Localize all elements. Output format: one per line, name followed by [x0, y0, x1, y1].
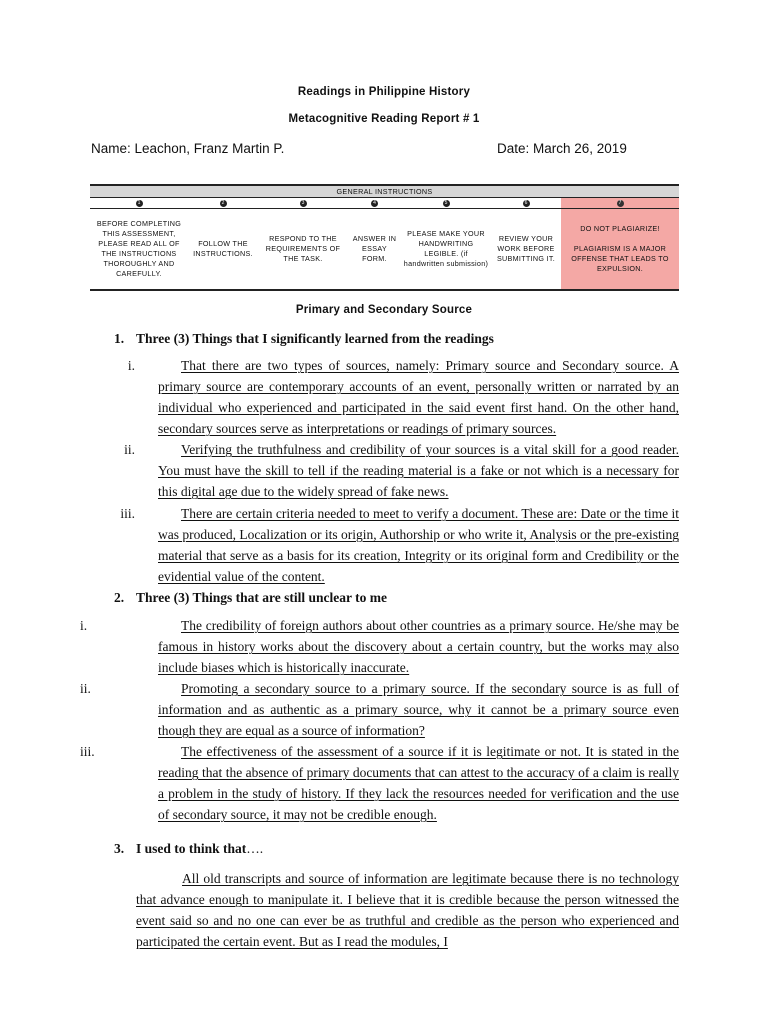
instructions-header-row	[90, 185, 679, 198]
plagiarism-warning-body: PLAGIARISM IS A MAJOR OFFENSE THAT LEADS TO EXPULSION.	[571, 244, 669, 273]
instruction-2: FOLLOW THE INSTRUCTIONS.	[193, 239, 253, 258]
instruction-number-4: 4	[371, 200, 378, 207]
q1-heading-text: Three (3) Things that I significantly learned from the readings	[136, 331, 494, 346]
instruction-4: ANSWER IN ESSAY FORM.	[352, 234, 397, 263]
q1-number: 1.	[114, 331, 125, 346]
instruction-1: BEFORE COMPLETING THIS ASSESSMENT, PLEASE READ ALL OF THE INSTRUCTIONS THOROUGHLY AND CAREFULLY.	[96, 219, 182, 278]
q2-heading-text: Three (3) Things that are still unclear to me	[136, 590, 387, 605]
q1-item-3-text: There are certain criteria needed to meet to verify a document. These are: Date or the time it was produced, Localization or its origin, Authorship or who write it, Analysis or the pre-existing material that serve as a basis for its creation, Integrity or its original form and Credibility or the evidential value of the content.	[158, 506, 679, 584]
q3-heading-text: I used to think that	[136, 841, 247, 856]
course-title: Readings in Philippine History	[297, 86, 471, 98]
instructions-header: GENERAL INSTRUCTIONS	[90, 185, 679, 198]
q1-item-3-numeral: iii.	[120, 506, 135, 521]
q2-number: 2.	[114, 590, 125, 605]
q3-paragraph-text: All old transcripts and source of information are legitimate because there is no technology that advance enough to manipulate it. I believe that it is credible because the person witnessed the event said so and no one can ever be as truthful and credible as the person who experienced and participated the certain event. But as I read the modules, I	[136, 871, 679, 949]
q3-paragraph	[136, 868, 679, 952]
q2-item-2-text: Promoting a secondary source to a primary source. If the secondary source is as full of information and as authentic as a primary source, why it cannot be a primary source even though they are equal as a source of information?	[158, 681, 679, 738]
q1-item-1	[158, 355, 679, 439]
q2-item-2-numeral: ii.	[80, 681, 91, 696]
q2-item-1-numeral: i.	[80, 618, 88, 633]
plagiarism-warning-cell	[561, 209, 679, 291]
instruction-number-6: 6	[523, 200, 530, 207]
q2-item-3-numeral: iii.	[80, 744, 95, 759]
instruction-number-3: 3	[300, 200, 307, 207]
plagiarism-warning-title: DO NOT PLAGIARIZE!	[580, 224, 660, 233]
q2-item-2	[158, 678, 679, 741]
q1-item-2-text: Verifying the truthfulness and credibility of your sources is a vital skill for a good reader. You must have the skill to tell if the reading material is a fake or not which is a necessary for this digital age due to the widely spread of fake news.	[158, 442, 679, 499]
q3-number: 3.	[114, 841, 125, 856]
q2-item-3	[158, 741, 679, 825]
instruction-text-row	[90, 209, 679, 291]
report-title: Metacognitive Reading Report # 1	[288, 113, 480, 125]
instruction-number-5: 5	[443, 200, 450, 207]
q1-item-2-numeral: ii.	[124, 442, 135, 457]
q3-heading-ellipsis: ….	[246, 841, 264, 856]
q1-item-3	[158, 503, 679, 587]
q1-heading	[114, 331, 494, 347]
instruction-6: REVIEW YOUR WORK BEFORE SUBMITTING IT.	[496, 234, 556, 263]
instruction-number-2: 2	[220, 200, 227, 207]
q1-item-1-text: That there are two types of sources, namely: Primary source and Secondary source. A primary source are contemporary accounts of an event, personally written or narrated by an individual who experienced and participated in the said event first hand. On the other hand, secondary sources serve as interpretations or readings of primary sources.	[158, 358, 679, 436]
report-date: Date: March 26, 2019	[497, 141, 627, 156]
instruction-5: PLEASE MAKE YOUR HANDWRITING LEGIBLE. (if handwritten submission)	[403, 229, 489, 268]
general-instructions-table	[90, 184, 679, 291]
section-title: Primary and Secondary Source	[295, 304, 473, 316]
q2-item-3-text: The effectiveness of the assessment of a source if it is legitimate or not. It is stated in the reading that the absence of primary documents that can attest to the accuracy of a claim is really a problem in the study of history. If they lack the resources needed for verification and the use of secondary source, it may not be credible enough.	[158, 744, 679, 822]
q3-heading	[114, 841, 263, 857]
instruction-3: RESPOND TO THE REQUIREMENTS OF THE TASK.	[265, 234, 341, 263]
student-name: Name: Leachon, Franz Martin P.	[91, 141, 285, 156]
q2-item-1	[158, 615, 679, 678]
q2-heading	[114, 590, 387, 606]
q1-item-1-numeral: i.	[127, 358, 135, 373]
instruction-number-row	[90, 198, 679, 209]
instruction-number-1: 1	[136, 200, 143, 207]
q1-item-2	[158, 439, 679, 502]
q2-item-1-text: The credibility of foreign authors about other countries as a primary source. He/she may be famous in history works about the discovery about a certain country, but the works may also include biases which is historically inaccurate.	[158, 618, 679, 675]
instruction-number-7: 7	[617, 200, 624, 207]
